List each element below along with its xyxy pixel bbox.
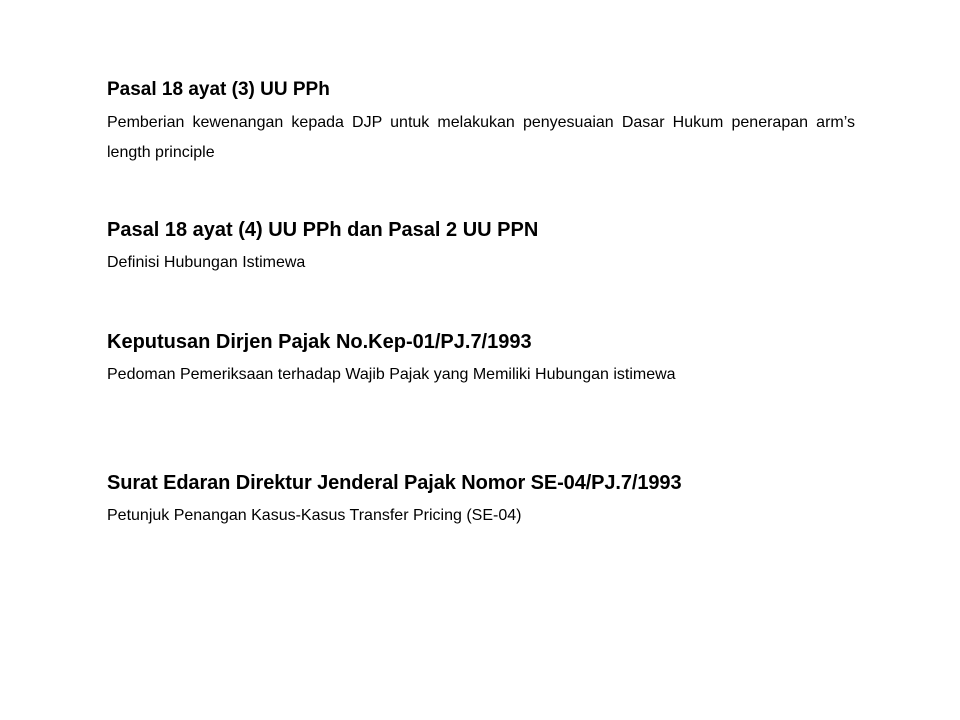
section-description: Definisi Hubungan Istimewa bbox=[107, 254, 306, 271]
section-heading: Pasal 18 ayat (4) UU PPh dan Pasal 2 UU PPN bbox=[107, 219, 539, 241]
section-description: Petunjuk Penangan Kasus-Kasus Transfer Pricing (SE-04) bbox=[107, 507, 522, 524]
regulation-section bbox=[107, 218, 855, 278]
section-heading: Surat Edaran Direktur Jenderal Pajak Nomor SE-04/PJ.7/1993 bbox=[107, 472, 682, 494]
section-description: Pemberian kewenangan kepada DJP untuk melakukan penyesuaian Dasar Hukum penerapan arm’s length principle bbox=[107, 113, 855, 161]
section-description: Pedoman Pemeriksaan terhadap Wajib Pajak yang Memiliki Hubungan istimewa bbox=[107, 366, 676, 383]
regulation-section bbox=[107, 471, 855, 531]
section-heading: Keputusan Dirjen Pajak No.Kep-01/PJ.7/1993 bbox=[107, 331, 532, 353]
regulation-section bbox=[107, 79, 855, 168]
section-heading: Pasal 18 ayat (3) UU PPh bbox=[107, 79, 330, 100]
regulation-section bbox=[107, 330, 855, 390]
